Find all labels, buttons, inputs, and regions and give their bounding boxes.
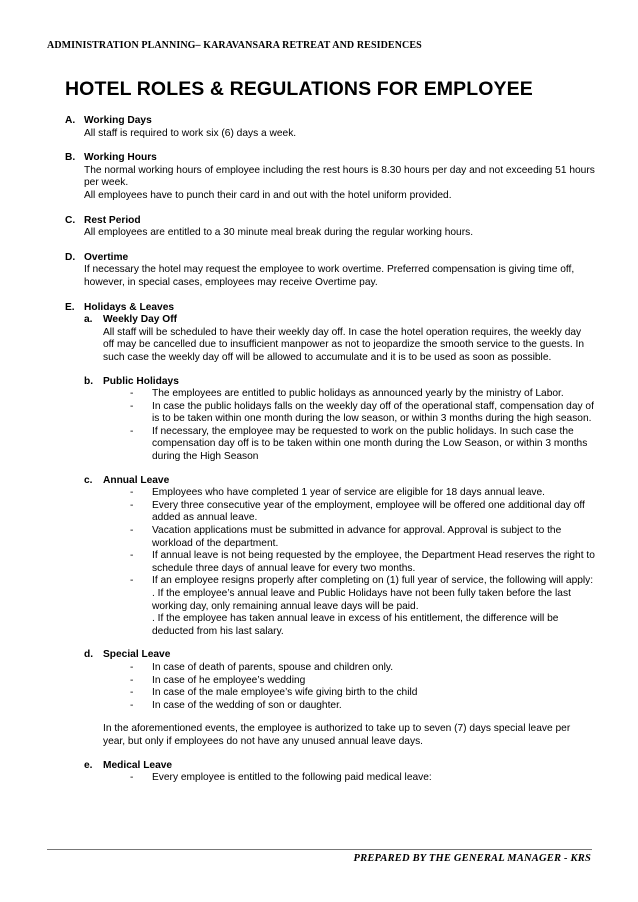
subsection-heading: Medical Leave [103,759,173,771]
paragraph: In the aforementioned events, the employee is authorized to take up to seven (7) days special leave per year, but only if employees do not have any unused annual leave days. [103,723,571,747]
section-letter: C. [65,214,76,226]
subsection-medical-leave [65,760,595,785]
subsection-heading: Annual Leave [103,474,170,486]
dash-list [103,487,595,588]
list-item-text: If annual leave is not being requested by the employee, the Department Head reserves the right to schedule three days of annual leave for every two months. [152,550,595,574]
note: . If the employee’s annual leave and Public Holidays have not been fully taken before the last working day, only remaining annual leave days will be paid. [152,588,571,612]
section-holidays-leaves [65,302,595,315]
list-item-text: Every three consecutive year of the employment, employee will be offered one additional day off added as annual leave. [152,499,585,524]
section-heading: Overtime [84,251,129,263]
section-rest-period [65,215,595,240]
page-footer: PREPARED BY THE GENERAL MANAGER - KRS [353,853,591,864]
list-item-text: In case of he employee’s wedding [152,674,306,686]
dash-list [103,388,595,464]
list-item [130,661,595,675]
paragraph: All staff is required to work six (6) days a week. [84,127,297,139]
subsection-heading: Weekly Day Off [103,314,177,326]
subsection-annual-leave [65,475,595,639]
footer-divider [47,849,592,850]
section-heading: Rest Period [84,214,141,226]
list-item [130,772,595,785]
dash-marker: - [130,687,134,699]
dash-marker: - [130,699,134,711]
page-header: ADMINISTRATION PLANNING– KARAVANSARA RETREAT AND RESIDENCES [47,40,422,51]
subsection-letter: b. [84,375,94,387]
list-item-text: In case of the male employee’s wife giving birth to the child [152,687,418,699]
subsection-public-holidays [65,376,595,464]
list-item-text: In case of death of parents, spouse and children only. [152,661,394,673]
list-item [130,388,595,401]
list-item [130,499,595,525]
dash-marker: - [130,487,134,499]
dash-marker: - [130,388,134,400]
list-item-text: In case of the wedding of son or daughter. [152,699,342,711]
section-heading: Working Days [84,115,152,126]
list-item-text: The employees are entitled to public holidays as announced yearly by the ministry of Labor. [152,388,564,400]
list-item [130,674,595,688]
dash-marker: - [130,772,134,784]
dash-marker: - [130,499,134,511]
section-letter: A. [65,115,76,126]
dash-marker: - [130,400,134,412]
list-item [130,687,595,700]
section-letter: E. [65,301,75,313]
dash-marker: - [130,425,134,437]
list-item-text: If an employee resigns properly after completing on (1) full year of service, the following will apply: [152,575,594,587]
list-item [130,425,595,464]
dash-marker: - [130,550,134,562]
list-item-text: Vacation applications must be submitted in advance for approval. Approval is subject to the workload of the department. [152,525,562,549]
subsection-weekly-day-off [65,314,595,364]
subsection-heading: Public Holidays [103,375,179,387]
section-working-days [65,115,595,140]
dash-marker: - [130,525,134,537]
dash-marker: - [130,575,134,587]
list-item-text: If necessary, the employee may be requested to work on the public holidays. In such case the compensation day off is to be taken within one month during the Low Season, or within 3 months during the High Season [152,425,588,463]
subsection-letter: e. [84,759,93,771]
paragraph: The normal working hours of employee including the rest hours is 8.30 hours per day and not exceeding 51 hours per week. [84,164,595,189]
dash-marker: - [130,674,134,686]
section-overtime [65,252,595,290]
section-heading: Holidays & Leaves [84,301,175,313]
section-heading: Working Hours [84,152,157,164]
section-letter: D. [65,251,76,263]
section-working-hours [65,152,595,202]
page-title: HOTEL ROLES & REGULATIONS FOR EMPLOYEE [65,78,533,100]
list-item [130,575,595,588]
subsection-special-leave [65,649,595,748]
document-body [65,115,595,785]
list-item [130,525,595,550]
list-item [130,699,595,713]
note: . If the employee has taken annual leave in excess of his entitlement, the difference will be deducted from his last salary. [152,613,559,637]
paragraph: All employees have to punch their card in and out with the hotel uniform provided. [84,189,452,201]
list-item [130,550,595,575]
subsection-letter: d. [84,649,94,661]
section-letter: B. [65,152,76,164]
subsection-letter: a. [84,314,93,326]
subsection-heading: Special Leave [103,649,171,661]
list-item [130,487,595,500]
list-item-text: In case the public holidays falls on the weekly day off of the operational staff, compensation day of is to be taken within one month during the low season, or within 3 months during the high season. [152,400,594,425]
dash-list [103,772,595,785]
dash-list [103,662,595,712]
list-item-text: Employees who have completed 1 year of service are eligible for 18 days annual leave. [152,487,546,499]
subsection-letter: c. [84,474,93,486]
paragraph: If necessary the hotel may request the employee to work overtime. Preferred compensation is giving time off, however, in special cases, employees may receive Overtime pay. [84,264,575,288]
dash-marker: - [130,661,134,673]
list-item [130,400,595,426]
paragraph: All staff will be scheduled to have their weekly day off. In case the hotel operation requires, the weekly day off may be cancelled due to insufficient manpower as not to jeopardize the smooth service to the guests. In such case the weekly day off will be allowed to accumulate and it is to be used as soon as possible. [103,326,584,363]
paragraph: All employees are entitled to a 30 minute meal break during the regular working hours. [84,227,474,239]
list-item-text: Every employee is entitled to the following paid medical leave: [152,772,432,784]
